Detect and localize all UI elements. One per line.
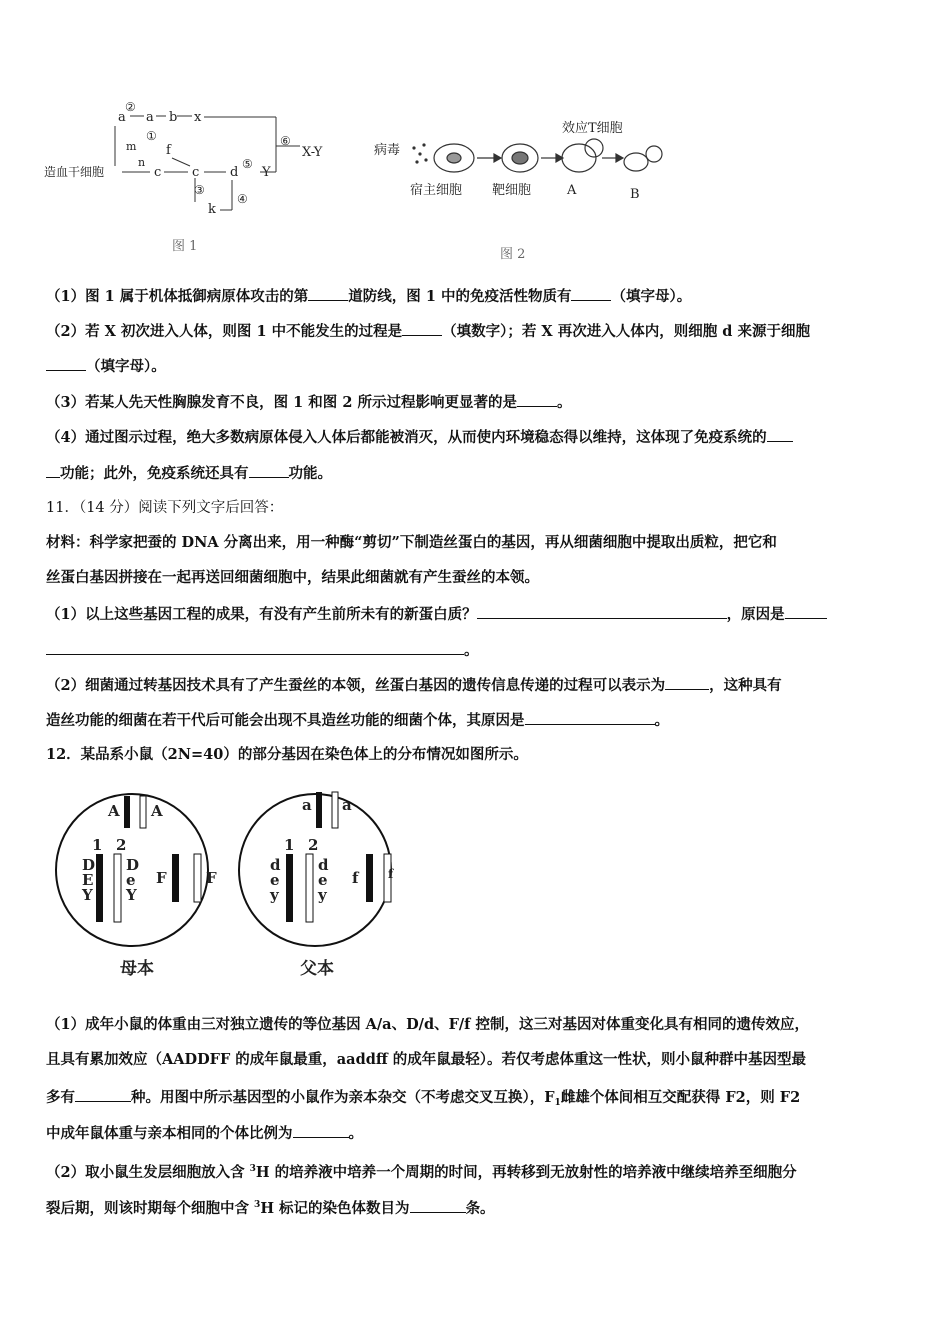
fig2-cell-a	[562, 144, 596, 172]
female-gene-left-3: Y	[82, 886, 93, 904]
q12-part1-line3: 多有 种。用图中所示基因型的小鼠作为亲本杂交（不考虑交叉互换），$F_1$雌雄个体间相互交配获得 F2，则 F2	[46, 1089, 801, 1108]
male-gene-left-3: y	[270, 886, 279, 904]
male-gene-right-2: f	[388, 867, 394, 881]
q10-part1: （1）图 1 属于机体抵御病原体攻击的第 道防线，图 1 中的免疫活性物质有 （填字母）。	[46, 288, 692, 305]
female-gene-right-2: F	[206, 869, 217, 887]
q11-material-line1: 材料：科学家把蚕的 DNA 分离出来，用一种酶“剪切”下制造丝蛋白的基因，再从细菌细胞中提取出质粒，把它和	[46, 534, 777, 551]
female-num-1: 1	[92, 836, 103, 854]
q10-part2-cont: （填字母）。	[46, 356, 166, 377]
female-gene-mid-3: Y	[126, 886, 137, 904]
fig2-virus-label: 病毒	[374, 143, 401, 158]
fig1-node-c1: c	[154, 165, 162, 180]
answer-blank[interactable]	[249, 463, 289, 478]
fig1-node-f: f	[166, 143, 171, 158]
fig1-step-3: ③	[194, 183, 205, 197]
q11-part1-cont: 。	[46, 640, 479, 661]
answer-blank[interactable]	[525, 710, 655, 725]
male-gene-left-1: d	[270, 856, 281, 874]
fig1-step-5: ⑤	[242, 157, 253, 171]
q10-part4: （4）通过图示过程，绝大多数病原体侵入人体后都能被消灭，从而使内环境稳态得以维持，这体现了免疫系统的	[46, 427, 793, 448]
male-gene-top-1: a	[302, 796, 312, 814]
fig2-cell-b	[624, 153, 648, 171]
fig1-step-4: ④	[237, 192, 248, 206]
q10-part3: （3）若某人先天性胸腺发育不良，图 1 和图 2 所示过程影响更显著的是 。	[46, 394, 572, 411]
fig1-node-a: a	[118, 110, 126, 125]
q11-part1: （1）以上这些基因工程的成果，有没有产生前所未有的新蛋白质？ ，原因是	[46, 604, 827, 625]
fig1-node-y: Y	[262, 165, 271, 180]
female-gene-right-1: F	[156, 869, 167, 887]
q12-heading: 12．某品系小鼠（2N=40）的部分基因在染色体上的分布情况如图所示。	[46, 746, 528, 763]
fig2-virus-dots	[412, 143, 427, 163]
answer-blank[interactable]	[46, 356, 86, 371]
q11-part2: （2）细菌通过转基因技术具有了产生蚕丝的本领，丝蛋白基因的遗传信息传递的过程可以表示为 ，这种具有	[46, 677, 782, 694]
female-gene-top-2: A	[151, 802, 163, 820]
male-gene-mid-1: d	[318, 856, 329, 874]
male-gene-mid-3: y	[318, 886, 327, 904]
figure-chromosomes	[50, 778, 400, 983]
fig1-source-cell: 造血干细胞	[44, 165, 105, 179]
male-gene-mid-2: e	[318, 871, 328, 889]
fig1-label-n: n	[138, 156, 146, 169]
answer-blank[interactable]	[410, 1198, 466, 1213]
fig1-step-6: ⑥	[280, 134, 291, 148]
answer-blank[interactable]	[75, 1087, 131, 1102]
answer-blank[interactable]	[571, 286, 611, 301]
male-gene-right-1: f	[352, 869, 359, 887]
fig1-node-c2: c	[192, 165, 200, 180]
fig1-node-b: b	[169, 110, 178, 125]
figure-1-diagram	[44, 100, 344, 260]
q10-part4-cont: 功能；此外，免疫系统还具有 功能。	[46, 463, 332, 484]
fig2-label-b: B	[630, 187, 640, 202]
q12-part1-line4: 中成年鼠体重与亲本相同的个体比例为 。	[46, 1125, 363, 1142]
fig2-target-label: 靶细胞	[492, 183, 532, 198]
q12-part1-line2: 且具有累加效应（AADDFF 的成年鼠最重，aaddff 的成年鼠最轻）。若仅考虑体重这一性状，则小鼠种群中基因型最	[46, 1051, 807, 1068]
answer-blank[interactable]	[517, 392, 557, 407]
female-gene-mid-1: D	[126, 856, 140, 874]
fig1-node-k: k	[208, 202, 216, 217]
answer-blank[interactable]	[665, 675, 709, 690]
fig1-caption: 图 1	[172, 239, 198, 254]
female-num-2: 2	[116, 836, 127, 854]
male-num-1: 1	[284, 836, 295, 854]
answer-blank[interactable]	[46, 463, 60, 478]
q11-material-line2: 丝蛋白基因拼接在一起再送回细菌细胞中，结果此细菌就有产生蚕丝的本领。	[46, 569, 539, 586]
female-gene-left-2: E	[82, 871, 94, 889]
answer-blank[interactable]	[402, 321, 442, 336]
fig1-node-d: d	[230, 165, 239, 180]
q10-part2: （2）若 X 初次进入人体，则图 1 中不能发生的过程是 （填数字）；若 X 再次进入人体内，则细胞 d 来源于细胞	[46, 323, 810, 340]
q11-part2-cont: 造丝功能的细菌在若干代后可能会出现不具造丝功能的细菌个体，其原因是 。	[46, 712, 669, 729]
male-num-2: 2	[308, 836, 319, 854]
male-label: 父本	[300, 959, 334, 979]
fig1-step-2: ②	[125, 100, 136, 114]
female-gene-left-1: D	[82, 856, 96, 874]
q11-heading: 11．（14 分）阅读下列文字后回答：	[46, 500, 284, 516]
q12-part1-line1: （1）成年小鼠的体重由三对独立遗传的等位基因 A/a、D/d、F/f 控制，这三对基因对体重变化具有相同的遗传效应，	[46, 1016, 809, 1033]
fig1-label-m: m	[126, 140, 137, 153]
fig2-label-a: A	[567, 183, 577, 198]
fig1-node-xy: X-Y	[302, 145, 323, 160]
answer-blank[interactable]	[46, 640, 464, 655]
female-label: 母本	[120, 959, 154, 979]
fig2-effector-label: 效应T细胞	[562, 121, 623, 136]
fig1-step-1: ①	[146, 129, 157, 143]
fig2-host-label: 宿主细胞	[410, 183, 463, 198]
fig1-node-a2: a	[146, 110, 154, 125]
fig2-effector-cell	[585, 139, 603, 157]
fig1-node-x: x	[194, 110, 202, 125]
male-gene-left-2: e	[270, 871, 280, 889]
male-gene-top-2: a	[342, 796, 352, 814]
answer-blank[interactable]	[767, 427, 793, 442]
female-gene-mid-2: e	[126, 871, 136, 889]
female-gene-top-1: A	[108, 802, 120, 820]
answer-blank[interactable]	[477, 604, 727, 619]
answer-blank[interactable]	[785, 604, 827, 619]
figure-2-diagram	[372, 112, 672, 262]
fig2-caption: 图 2	[500, 247, 526, 262]
answer-blank[interactable]	[308, 286, 348, 301]
q12-part2-line1: （2）取小鼠生发层细胞放入含 $^3$H 的培养液中培养一个周期的时间，再转移到无放射性的培养液中继续培养至细胞分	[46, 1164, 797, 1181]
q12-part2-line2: 裂后期，则该时期每个细胞中含 $^3$H 标记的染色体数目为 条。	[46, 1200, 495, 1217]
answer-blank[interactable]	[293, 1123, 349, 1138]
